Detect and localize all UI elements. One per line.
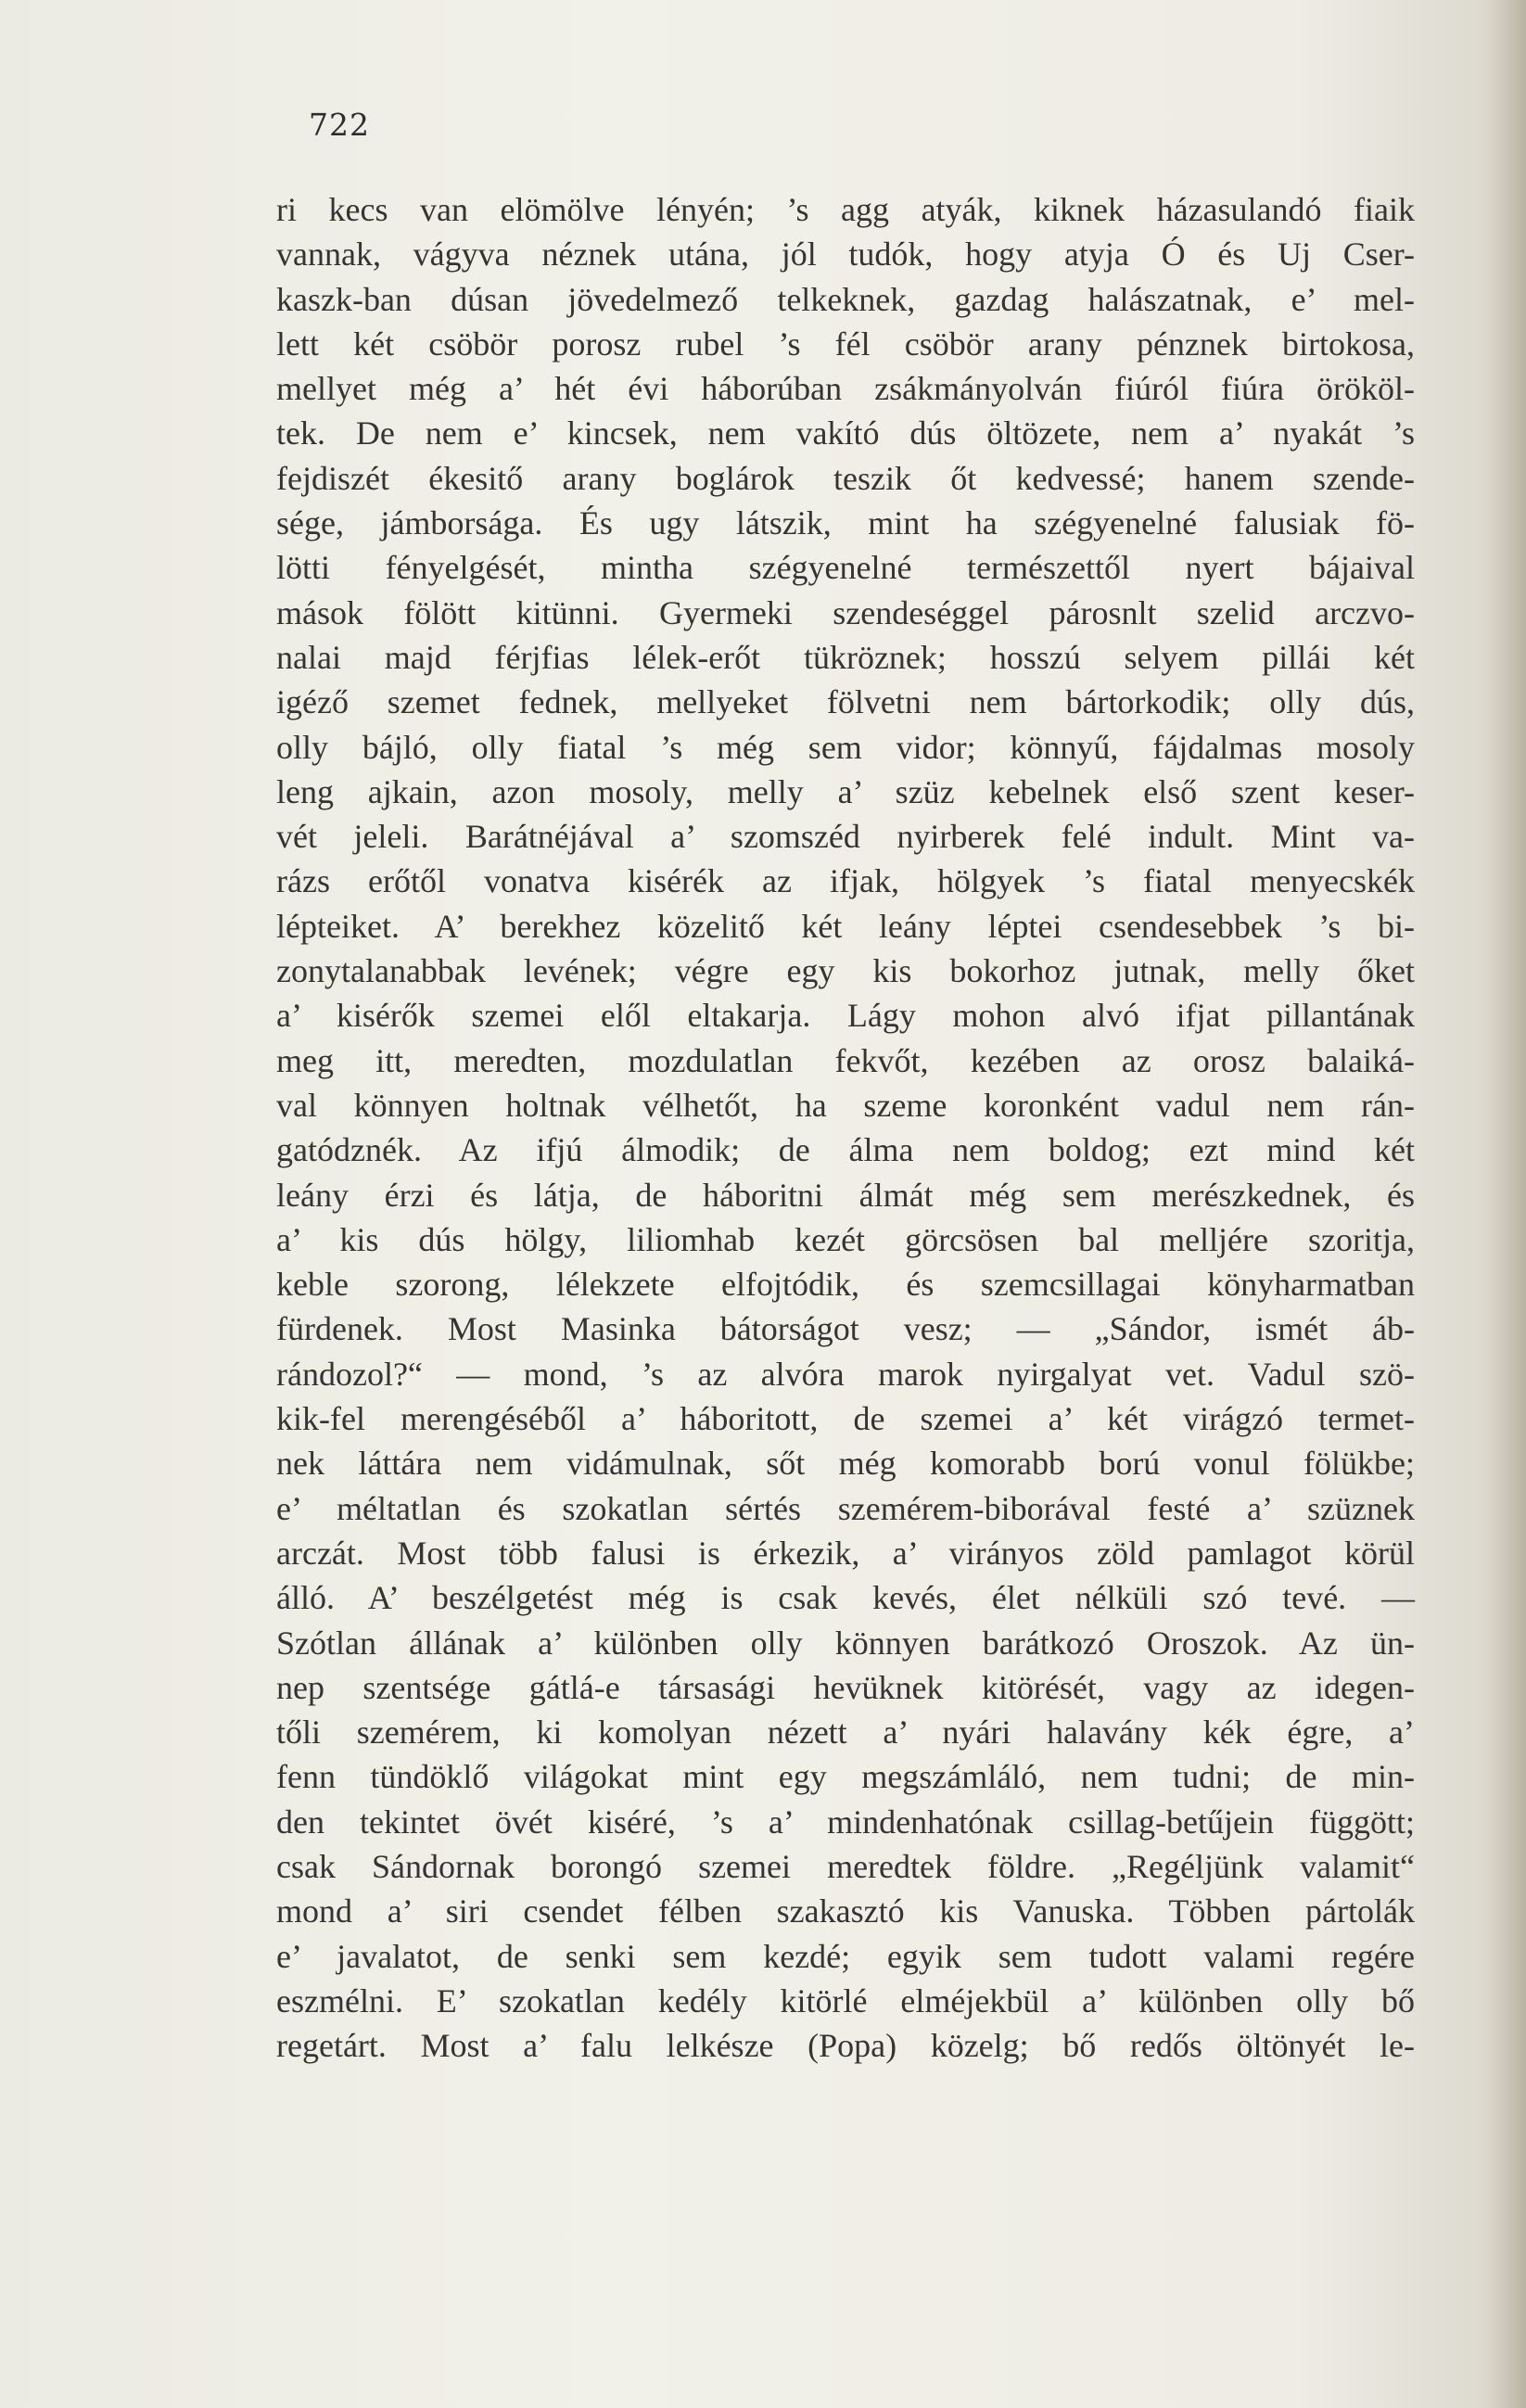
text-line: mások fölött kitünni. Gyermeki szendeséggel párosnlt szelid arczvo-: [276, 593, 1415, 631]
text-line: Szótlan állának a’ különben olly könnyen barátkozó Oroszok. Az ün-: [276, 1624, 1415, 1662]
text-line: olly bájló, olly fiatal ’s még sem vidor; könnyű, fájdalmas mosoly: [276, 728, 1415, 766]
text-line: fürdenek. Most Masinka bátorságot vesz; — „Sándor, ismét áb-: [276, 1310, 1415, 1348]
text-line: rándozol?“ — mond, ’s az alvóra marok nyirgalyat vet. Vadul szö-: [276, 1355, 1415, 1393]
text-line: mellyet még a’ hét évi háborúban zsákmányolván fiúról fiúra örököl-: [276, 370, 1415, 408]
text-line: vannak, vágyva néznek utána, jól tudók, hogy atyja Ó és Uj Cser-: [276, 236, 1415, 274]
text-line: nep szentsége gátlá-e társasági hevüknek kitörését, vagy az idegen-: [276, 1668, 1415, 1706]
text-line: sége, jámborsága. És ugy látszik, mint ha szégyenelné falusiak fö-: [276, 504, 1415, 542]
text-line: leány érzi és látja, de háboritni álmát még sem merészkednek, és: [276, 1176, 1415, 1214]
text-line: fejdiszét ékesitő arany boglárok teszik őt kedvessé; hanem szende-: [276, 459, 1415, 497]
text-line: lötti fényelgését, mintha szégyenelné természettől nyert bájaival: [276, 549, 1415, 587]
text-line: tek. De nem e’ kincsek, nem vakító dús öltözete, nem a’ nyakát ’s: [276, 414, 1415, 452]
text-line: arczát. Most több falusi is érkezik, a’ virányos zöld pamlagot körül: [276, 1534, 1415, 1572]
text-line: gatódznék. Az ifjú álmodik; de álma nem boldog; ezt mind két: [276, 1131, 1415, 1169]
text-line: zonytalanabbak levének; végre egy kis bokorhoz jutnak, melly őket: [276, 952, 1415, 990]
text-line: lett két csöbör porosz rubel ’s fél csöbör arany pénznek birtokosa,: [276, 325, 1415, 363]
text-line: regetárt. Most a’ falu lelkésze (Popa) közelg; bő redős öltönyét le-: [276, 2027, 1415, 2065]
page-number: 722: [309, 107, 370, 143]
text-line: leng ajkain, azon mosoly, melly a’ szüz kebelnek első szent keser-: [276, 772, 1415, 810]
text-line: kik-fel merengéséből a’ háboritott, de szemei a’ két virágzó termet-: [276, 1400, 1415, 1438]
text-line: a’ kis dús hölgy, liliomhab kezét görcsösen bal melljére szoritja,: [276, 1220, 1415, 1258]
text-line: mond a’ siri csendet félben szakasztó kis Vanuska. Többen pártolák: [276, 1892, 1415, 1930]
text-line: a’ kisérők szemei elől eltakarja. Lágy mohon alvó ifjat pillantának: [276, 997, 1415, 1035]
text-line: kaszk-ban dúsan jövedelmező telkeknek, gazdag halászatnak, e’ mel-: [276, 280, 1415, 318]
text-line: nek láttára nem vidámulnak, sőt még komorabb ború vonul fölükbe;: [276, 1445, 1415, 1483]
text-line: fenn tündöklő világokat mint egy megszámláló, nem tudni; de min-: [276, 1758, 1415, 1796]
text-line: csak Sándornak borongó szemei meredtek földre. „Regéljünk valamit“: [276, 1847, 1415, 1885]
text-line: nalai majd férjfias lélek-erőt tükröznek; hosszú selyem pillái két: [276, 638, 1415, 676]
text-line: den tekintet övét kiséré, ’s a’ mindenhatónak csillag-betűjein függött;: [276, 1803, 1415, 1841]
text-line: ri kecs van elömölve lényén; ’s agg atyák, kiknek házasulandó fiaik: [276, 191, 1415, 228]
text-line: meg itt, meredten, mozdulatlan fekvőt, kezében az orosz balaiká-: [276, 1041, 1415, 1079]
text-line: rázs erőtől vonatva kisérék az ifjak, hölgyek ’s fiatal menyecskék: [276, 862, 1415, 900]
text-line: igéző szemet fednek, mellyeket fölvetni nem bártorkodik; olly dús,: [276, 683, 1415, 721]
text-line: tőli szemérem, ki komolyan nézett a’ nyári halavány kék égre, a’: [276, 1714, 1415, 1752]
text-line: val könnyen holtnak vélhetőt, ha szeme koronként vadul nem rán-: [276, 1086, 1415, 1124]
text-line: e’ méltatlan és szokatlan sértés szemérem-biborával festé a’ szüznek: [276, 1489, 1415, 1527]
text-line: eszmélni. E’ szokatlan kedély kitörlé elméjekbül a’ különben olly bő: [276, 1981, 1415, 2019]
text-line: e’ javalatot, de senki sem kezdé; egyik sem tudott valami regére: [276, 1937, 1415, 1975]
text-line: lépteiket. A’ berekhez közelitő két leány léptei csendesebbek ’s bi-: [276, 907, 1415, 945]
body-text: [276, 187, 1415, 2068]
text-line: vét jeleli. Barátnéjával a’ szomszéd nyirberek felé indult. Mint va-: [276, 818, 1415, 856]
page-edge-shadow: [1483, 0, 1526, 2408]
text-line: álló. A’ beszélgetést még is csak kevés, élet nélküli szó tevé. —: [276, 1579, 1415, 1617]
text-line: keble szorong, lélekzete elfojtódik, és szemcsillagai könyharmatban: [276, 1266, 1415, 1304]
